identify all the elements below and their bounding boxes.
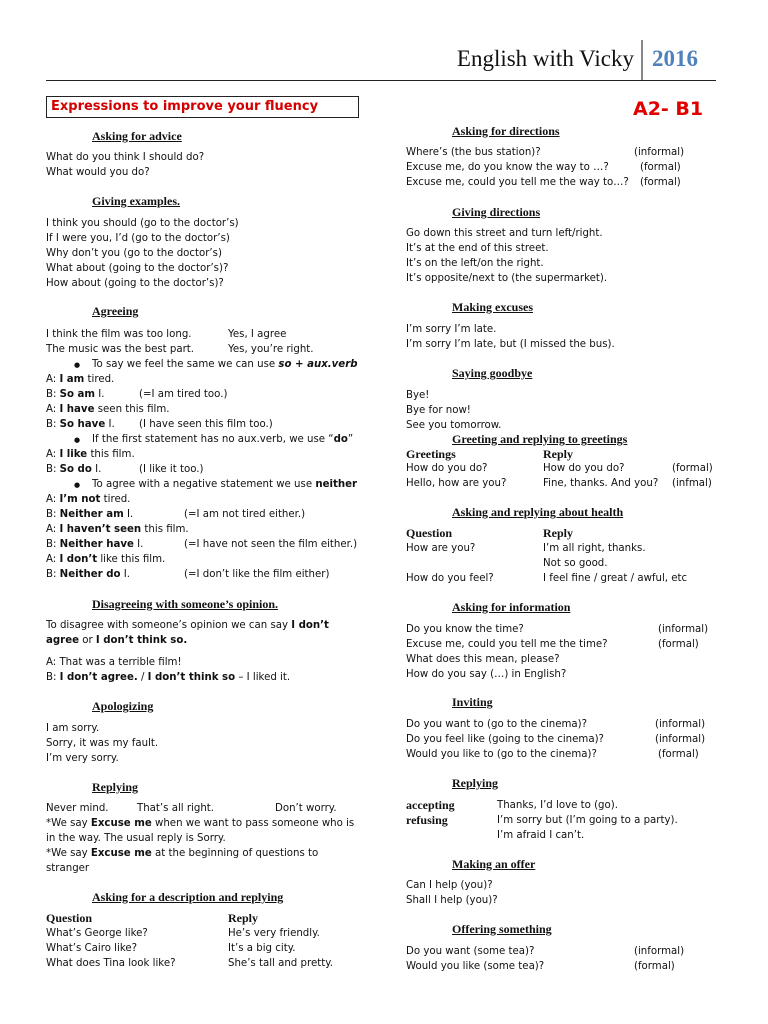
example-note: (=I am not tired either.) <box>184 509 306 520</box>
row-label: accepting <box>406 798 455 812</box>
text-line: What do you think I should do? <box>46 152 205 163</box>
table-cell: Where’s (the bus station)? <box>406 147 541 158</box>
text-line: What about (going to the doctor’s)? <box>46 263 229 274</box>
table-cell: Do you know the time? <box>406 624 524 635</box>
column-header: Reply <box>543 447 573 461</box>
register-tag: (formal) <box>634 961 675 972</box>
section-heading: Asking and replying about health <box>452 505 624 519</box>
text-line: I’m sorry I’m late, but (I missed the bus). <box>406 339 615 350</box>
table-cell: Thanks, I’d love to (go). <box>497 800 618 811</box>
header-year: 2016 <box>652 46 698 71</box>
example-line: A: I’m not tired. <box>46 494 131 505</box>
text-line: Don’t worry. <box>275 803 337 814</box>
text-line: *We say Excuse me when we want to pass someone who is <box>46 818 355 829</box>
table-cell: I’m sorry but (I’m going to a party). <box>497 815 678 826</box>
section-heading: Offering something <box>452 922 552 936</box>
text-line: Can I help (you)? <box>406 880 493 891</box>
bullet-line: To say we feel the same we can use so + aux.verb <box>92 359 358 370</box>
text-line: That’s all right. <box>137 803 215 814</box>
example-note: (I have seen this film too.) <box>139 419 273 430</box>
section-heading: Replying <box>92 780 139 794</box>
example-line: A: I have seen this film. <box>46 404 170 415</box>
section-heading: Saying goodbye <box>452 366 533 380</box>
table-cell: How do you feel? <box>406 573 494 584</box>
table-cell: Hello, how are you? <box>406 478 507 489</box>
text-line: Go down this street and turn left/right. <box>406 228 603 239</box>
column-header: Reply <box>228 911 258 925</box>
text-line: stranger <box>46 863 90 874</box>
section-heading: Making an offer <box>452 857 536 871</box>
section-heading: Replying <box>452 776 499 790</box>
text-line: I’m very sorry. <box>46 753 119 764</box>
text-line: It’s opposite/next to (the supermarket). <box>406 273 608 284</box>
section-heading: Greeting and replying to greetings <box>452 432 628 446</box>
table-cell: Do you want (some tea)? <box>406 946 535 957</box>
text-line: What would you do? <box>46 167 150 178</box>
table-cell: What’s George like? <box>46 928 148 939</box>
text-line: Bye for now! <box>406 405 471 416</box>
section-heading: Giving directions <box>452 205 541 219</box>
text-line: agree or I don’t think so. <box>46 635 188 646</box>
text-line: Bye! <box>406 390 430 401</box>
section-heading: Making excuses <box>452 300 533 314</box>
table-cell: I’m all right, thanks. <box>543 543 646 554</box>
header-title: English with Vicky <box>456 46 634 71</box>
bullet-icon: ● <box>74 361 81 369</box>
text-line: Why don’t you (go to the doctor’s) <box>46 248 222 259</box>
column-header: Greetings <box>406 447 456 461</box>
section-heading: Apologizing <box>92 699 154 713</box>
register-tag: (informal) <box>655 719 706 730</box>
register-tag: (formal) <box>640 177 681 188</box>
bullet-icon: ● <box>74 481 81 489</box>
section-heading: Disagreeing with someone’s opinion. <box>92 597 279 611</box>
text-line: A: That was a terrible film! <box>46 657 182 668</box>
text-line: Never mind. <box>46 803 109 814</box>
register-tag: (formal) <box>658 639 699 650</box>
section-heading: Inviting <box>452 695 493 709</box>
text-line: It’s at the end of this street. <box>406 243 549 254</box>
table-cell: What does Tina look like? <box>46 958 176 969</box>
level-badge: A2- B1 <box>633 98 704 120</box>
section-heading: Asking for directions <box>452 124 560 138</box>
bullet-line: If the first statement has no aux.verb, we use “do” <box>92 434 354 445</box>
table-cell: I feel fine / great / awful, etc <box>543 573 688 584</box>
table-cell: How are you? <box>406 543 476 554</box>
text-line: I think you should (go to the doctor’s) <box>46 218 239 229</box>
text-line: How about (going to the doctor’s)? <box>46 278 224 289</box>
table-cell: Do you feel like (going to the cinema)? <box>406 734 604 745</box>
row-label: refusing <box>406 813 448 827</box>
section-heading: Asking for advice <box>92 129 182 143</box>
section-heading: Asking for information <box>452 600 571 614</box>
table-cell: I’m afraid I can’t. <box>497 830 585 841</box>
text-line: Sorry, it was my fault. <box>46 738 159 749</box>
text-line: If I were you, I’d (go to the doctor’s) <box>46 233 230 244</box>
table-cell: How do you say (…) in English? <box>406 669 567 680</box>
example-line: B: Neither do I. <box>46 569 130 580</box>
text-line: I think the film was too long. <box>46 329 192 340</box>
table-cell: Excuse me, could you tell me the time? <box>406 639 608 650</box>
example-line: A: I am tired. <box>46 374 115 385</box>
table-cell: It’s a big city. <box>228 943 296 954</box>
register-tag: (informal) <box>655 734 706 745</box>
table-cell: Fine, thanks. And you? <box>543 478 659 489</box>
table-cell: How do you do? <box>406 463 488 474</box>
table-cell: What’s Cairo like? <box>46 943 138 954</box>
text-line: To disagree with someone’s opinion we can say I don’t <box>46 620 329 631</box>
column-header: Question <box>46 911 93 925</box>
text-line: I am sorry. <box>46 723 100 734</box>
text-line: It’s on the left/on the right. <box>406 258 544 269</box>
register-tag: (informal) <box>634 147 685 158</box>
bullet-icon: ● <box>74 436 81 444</box>
text-line: The music was the best part. <box>46 344 195 355</box>
example-note: (=I don’t like the film either) <box>184 569 330 580</box>
register-tag: (informal) <box>658 624 709 635</box>
table-cell: How do you do? <box>543 463 625 474</box>
register-tag: (formal) <box>672 463 713 474</box>
table-cell: She’s tall and pretty. <box>228 958 334 969</box>
text-line: *We say Excuse me at the beginning of questions to <box>46 848 319 859</box>
register-tag: (formal) <box>658 749 699 760</box>
example-line: B: So am I. <box>46 389 105 400</box>
example-note: (=I am tired too.) <box>139 389 228 400</box>
example-line: B: So do I. <box>46 464 102 475</box>
table-cell: Not so good. <box>543 558 608 569</box>
register-tag: (informal) <box>634 946 685 957</box>
text-line: B: I don’t agree. / I don’t think so – I liked it. <box>46 672 291 683</box>
section-heading: Asking for a description and replying <box>92 890 284 904</box>
table-cell: What does this mean, please? <box>406 654 560 665</box>
table-cell: Excuse me, could you tell me the way to…? <box>406 177 629 188</box>
example-line: B: Neither have I. <box>46 539 144 550</box>
column-header: Reply <box>543 526 573 540</box>
example-line: A: I don’t like this film. <box>46 554 166 565</box>
register-tag: (formal) <box>640 162 681 173</box>
table-cell: Would you like to (go to the cinema)? <box>406 749 597 760</box>
column-header: Question <box>406 526 453 540</box>
example-line: A: I like this film. <box>46 449 135 460</box>
text-line: Yes, I agree <box>228 329 287 340</box>
section-heading: Giving examples. <box>92 194 181 208</box>
page-header <box>0 0 768 90</box>
example-line: B: Neither am I. <box>46 509 134 520</box>
example-line: A: I haven’t seen this film. <box>46 524 189 535</box>
text-line: I’m sorry I’m late. <box>406 324 497 335</box>
table-cell: Do you want to (go to the cinema)? <box>406 719 588 730</box>
register-tag: (infmal) <box>672 478 712 489</box>
header-separator <box>641 40 643 81</box>
example-note: (=I have not seen the film either.) <box>184 539 358 550</box>
text-line: in the way. The usual reply is Sorry. <box>46 833 226 844</box>
table-cell: He’s very friendly. <box>228 928 320 939</box>
text-line: Yes, you’re right. <box>228 344 314 355</box>
example-line: B: So have I. <box>46 419 115 430</box>
text-line: Shall I help (you)? <box>406 895 498 906</box>
example-note: (I like it too.) <box>139 464 204 475</box>
bullet-line: To agree with a negative statement we use neither <box>92 479 358 490</box>
text-line: See you tomorrow. <box>406 420 502 431</box>
main-title: Expressions to improve your fluency <box>46 96 359 118</box>
header-rule <box>46 80 716 81</box>
table-cell: Would you like (some tea)? <box>406 961 545 972</box>
table-cell: Excuse me, do you know the way to …? <box>406 162 609 173</box>
section-heading: Agreeing <box>92 304 139 318</box>
